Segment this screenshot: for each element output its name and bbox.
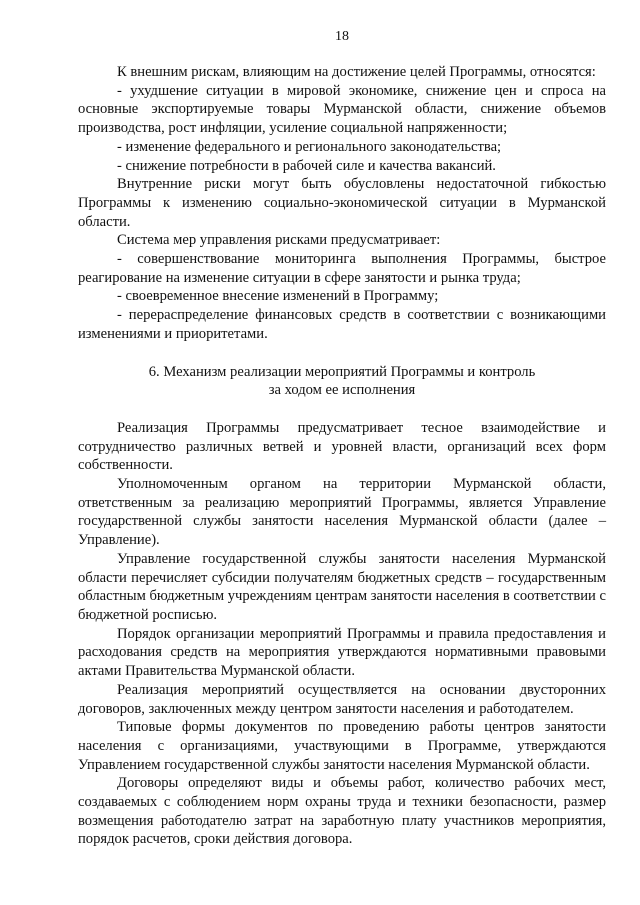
page-number: 18 bbox=[335, 29, 349, 44]
risk-measures-intro: Система мер управления рисками предусматривает: bbox=[117, 232, 441, 249]
external-risk-item: - ухудшение ситуации в мировой экономике, снижение цен и спроса на основные экспортируемые товары Мурманской области, снижение объемов производства, рост инфляции, усиление социальной напряженности; bbox=[78, 82, 606, 137]
section-heading-line-1: 6. Механизм реализации мероприятий Программы и контроль bbox=[148, 363, 536, 380]
body-paragraph: Порядок организации мероприятий Программы и правила предоставления и расходования средств на мероприятия утверждаются нормативными правовыми актами Правительства Мурманской области. bbox=[78, 625, 606, 680]
body-paragraph: Управление государственной службы занятости населения Мурманской области перечисляет субсидии получателям бюджетных средств – государственным областным бюджетным учреждениям центрам занятости населения в соответствии с бюджетной росписью. bbox=[78, 550, 606, 623]
external-risk-item: - изменение федерального и регионального законодательства; bbox=[117, 138, 502, 155]
mechanism-section bbox=[78, 419, 606, 849]
body-paragraph: Договоры определяют виды и объемы работ, количество рабочих мест, создаваемых с соблюдением норм охраны труда и техники безопасности, размер возмещения работодателю затрат на заработную плату участников мероприятия, порядок расчетов, сроки действия договора. bbox=[78, 775, 606, 848]
external-risks-intro: К внешним рискам, влияющим на достижение целей Программы, относятся: bbox=[117, 64, 596, 80]
section-heading-line-2: за ходом ее исполнения bbox=[268, 382, 416, 399]
risk-measure-item: - перераспределение финансовых средств в соответствии с возникающими изменениями и приоритетами. bbox=[78, 307, 606, 342]
section-heading bbox=[78, 363, 606, 400]
body-paragraph: Реализация мероприятий осуществляется на основании двусторонних договоров, заключенных между центром занятости населения и работодателем. bbox=[78, 681, 606, 717]
risk-measure-item: - совершенствование мониторинга выполнения Программы, быстрое реагирование на изменение ситуации в сфере занятости и рынка труда; bbox=[78, 251, 606, 286]
body-paragraph: Типовые формы документов по проведению работы центров занятости населения с организациями, участвующими в Программе, утверждаются Управлением государственной службы занятости населения Мурманской области. bbox=[78, 719, 606, 773]
document-page bbox=[78, 28, 606, 849]
body-paragraph: Уполномоченным органом на территории Мурманской области, ответственным за реализацию мероприятий Программы, является Управление государственной службы занятости населения Мурманской области (далее – Управление). bbox=[78, 476, 606, 549]
internal-risks-paragraph: Внутренние риски могут быть обусловлены недостаточной гибкостью Программы к изменению социально-экономической ситуации в Мурманской области. bbox=[78, 176, 606, 230]
body-paragraph: Реализация Программы предусматривает тесное взаимодействие и сотрудничество различных ветвей и уровней власти, организаций всех форм собственности. bbox=[78, 419, 606, 474]
external-risk-item: - снижение потребности в рабочей силе и качества вакансий. bbox=[117, 157, 496, 174]
risks-section bbox=[78, 63, 606, 344]
risk-measure-item: - своевременное внесение изменений в Программу; bbox=[117, 288, 439, 305]
